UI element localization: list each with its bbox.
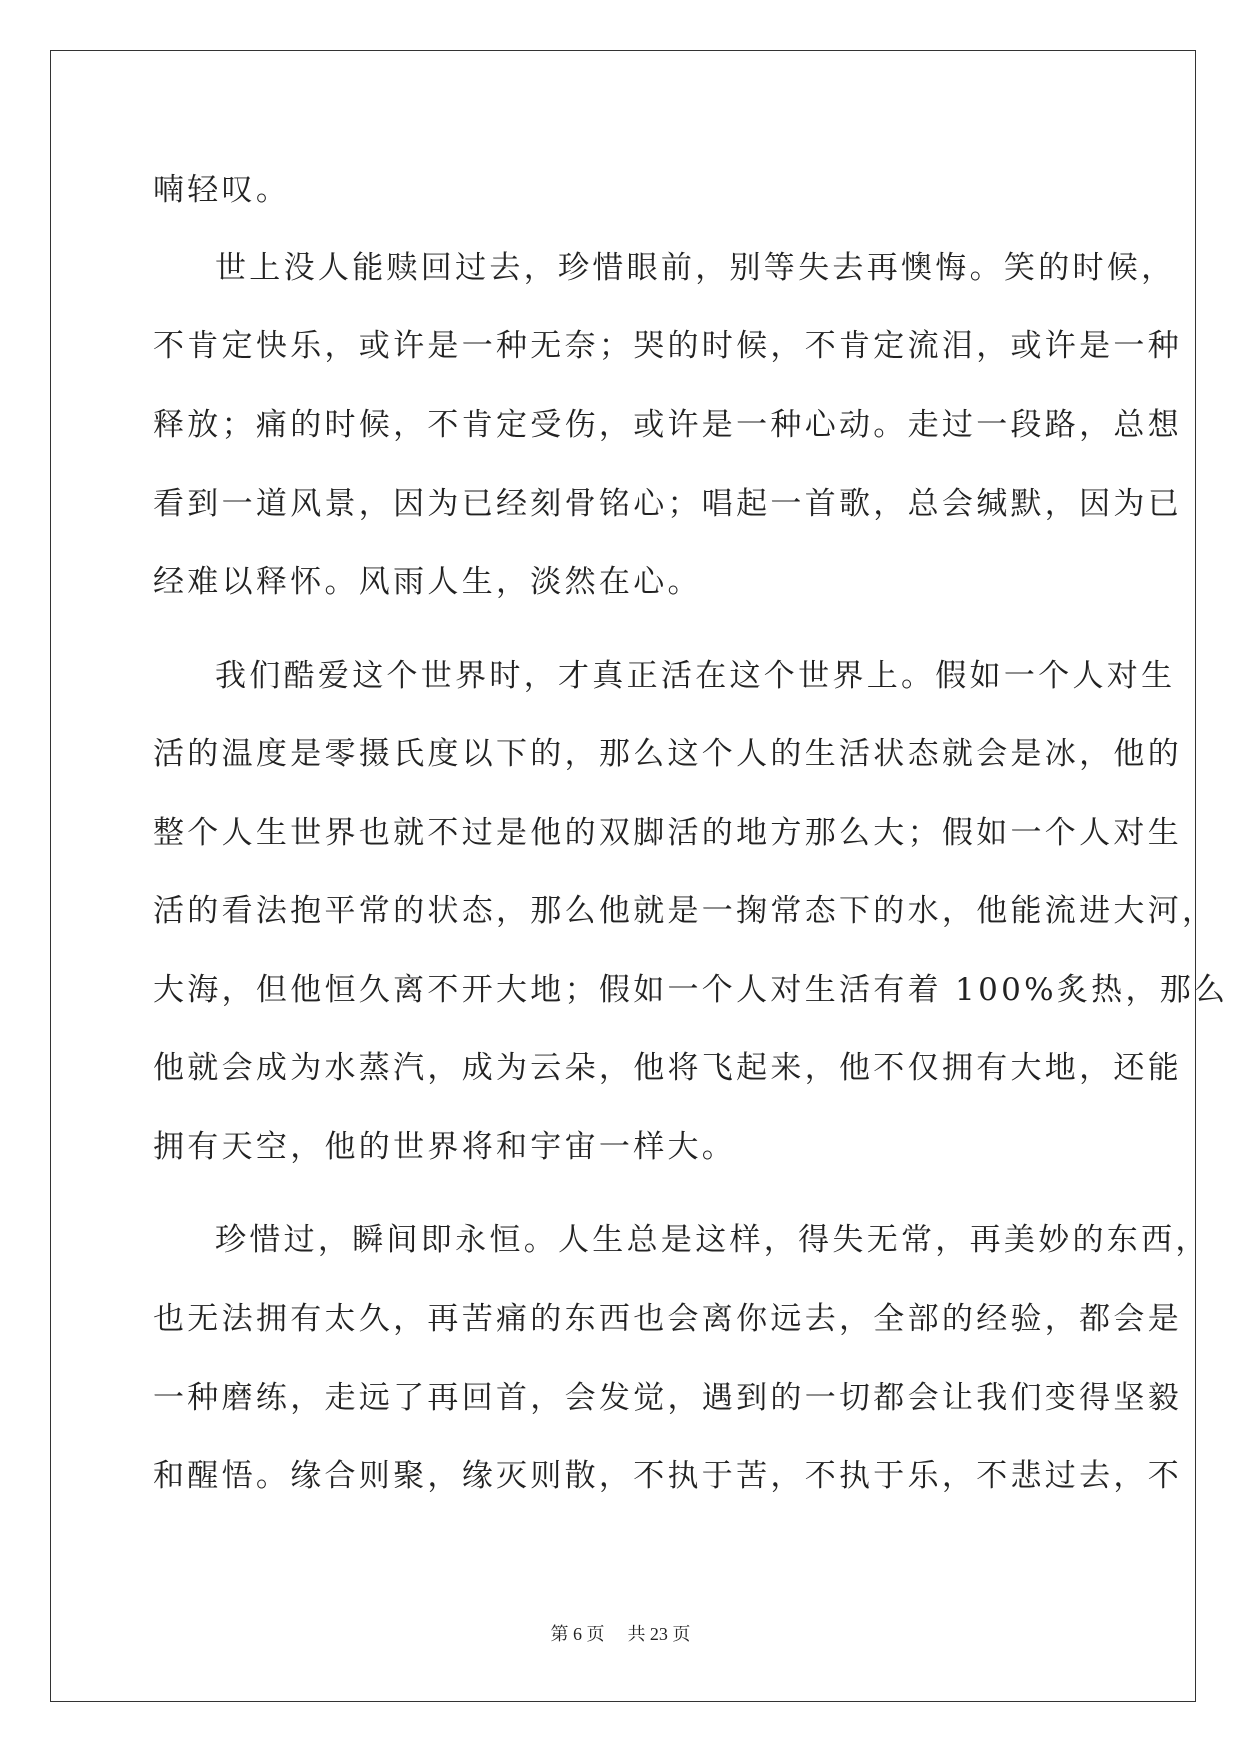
text-line: 喃轻叹。 [153,172,291,208]
text-line: 活的看法抱平常的状态，那么他就是一掬常态下的水，他能流进大河， [153,893,1217,929]
text-line: 一种磨练，走远了再回首，会发觉，遇到的一切都会让我们变得坚毅 [153,1380,1182,1416]
text-line: 经难以释怀。风雨人生，淡然在心。 [153,564,702,600]
text-line: 也无法拥有太久，再苦痛的东西也会离你远去，全部的经验，都会是 [153,1301,1182,1337]
page-number: 第 6 页 [550,1624,605,1644]
text-line: 释放；痛的时候，不肯定受伤，或许是一种心动。走过一段路，总想 [153,407,1182,443]
text-line: 不肯定快乐，或许是一种无奈；哭的时候，不肯定流泪，或许是一种 [153,328,1182,364]
text-line: 大海，但他恒久离不开大地；假如一个人对生活有着 100%炙热，那么 [153,972,1229,1008]
text-line: 看到一道风景，因为已经刻骨铭心；唱起一首歌，总会缄默，因为已 [153,486,1182,522]
text-line: 拥有天空，他的世界将和宇宙一样大。 [153,1129,737,1165]
text-line: 活的温度是零摄氏度以下的，那么这个人的生活状态就会是冰，他的 [153,736,1182,772]
text-line: 他就会成为水蒸汽，成为云朵，他将飞起来，他不仅拥有大地，还能 [153,1050,1182,1086]
paragraph-first-line: 世上没人能赎回过去，珍惜眼前，别等失去再懊悔。笑的时候， [215,250,1176,286]
paragraph-first-line: 珍惜过，瞬间即永恒。人生总是这样，得失无常，再美妙的东西， [215,1222,1210,1258]
page-border [50,50,1196,1702]
page-total: 共 23 页 [627,1624,691,1644]
text-line: 和醒悟。缘合则聚，缘灭则散，不执于苦，不执于乐，不悲过去，不 [153,1458,1182,1494]
paragraph-first-line: 我们酷爱这个世界时，才真正活在这个世界上。假如一个人对生 [215,658,1176,694]
text-line: 整个人生世界也就不过是他的双脚活的地方那么大；假如一个人对生 [153,815,1182,851]
page-footer [0,1622,1241,1647]
